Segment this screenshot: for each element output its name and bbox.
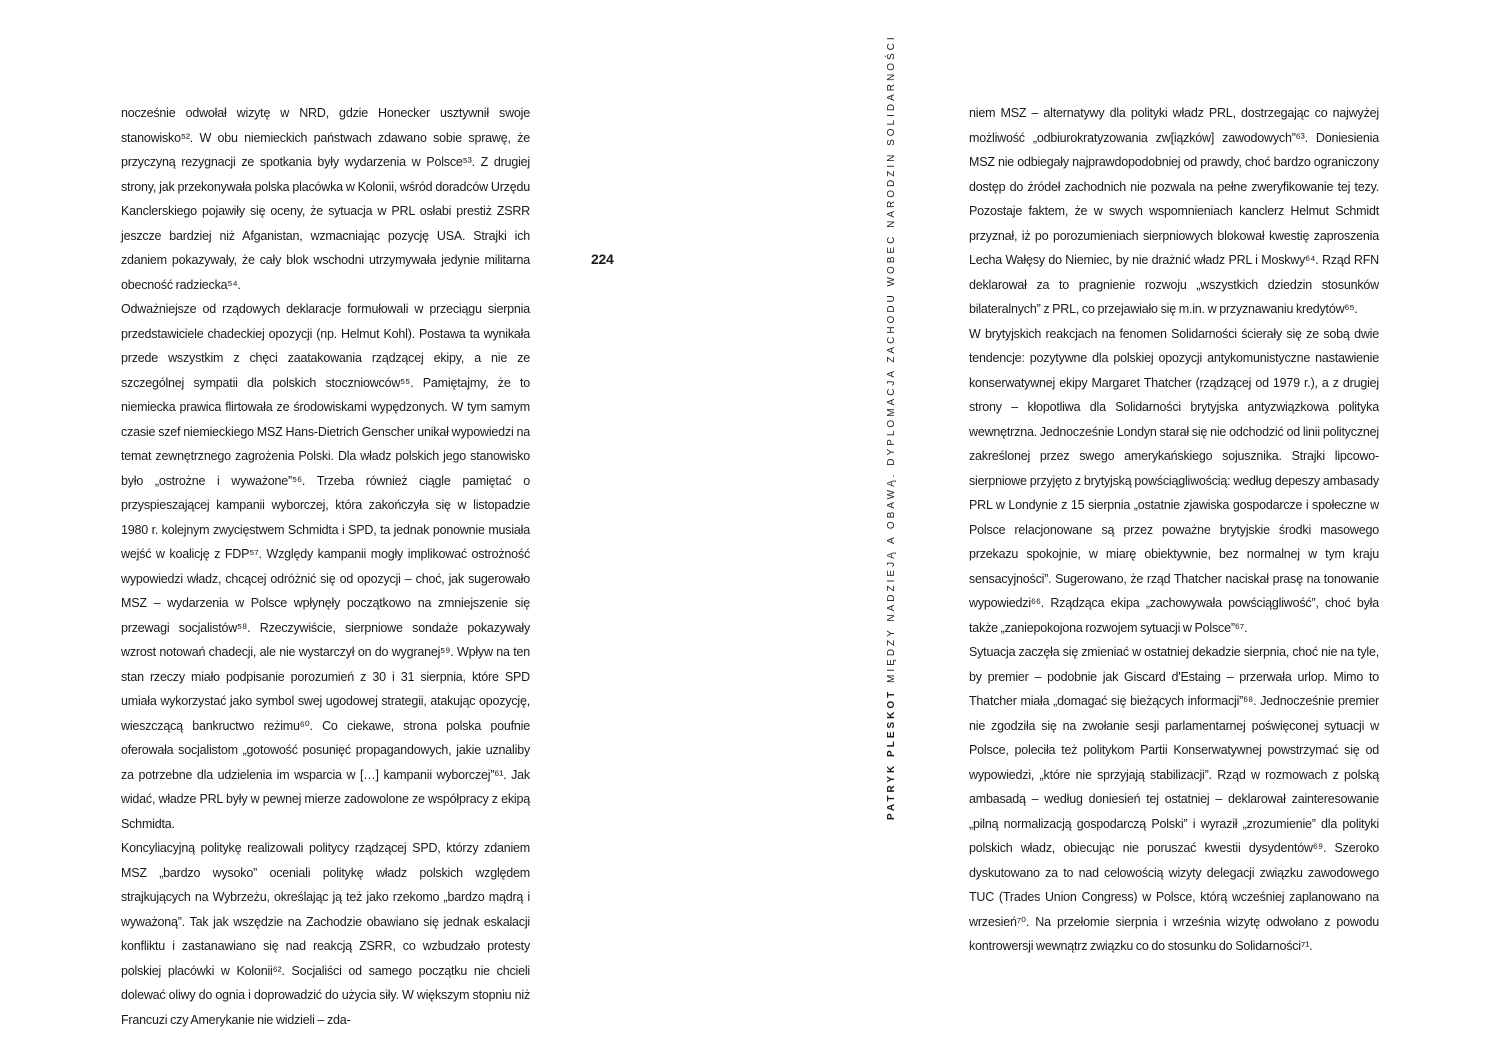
right-page-text-column bbox=[969, 101, 1379, 959]
right-paragraph-1: niem MSZ – alternatywy dla polityki władz PRL, dostrzegając co najwyżej możliwość „odbiurokratyzowania zw[iązków] zawodowych”⁶³. Doniesienia MSZ nie odbiegały najprawdopodobniej od prawdy, choć bardzo ograniczony dostęp do źródeł zachodnich nie pozwala na pełne zweryfikowanie tej tezy. Pozostaje faktem, że w swych wspomnieniach kanclerz Helmut Schmidt przyznał, iż po porozumieniach sierpniowych blokował kwestię zaproszenia Lecha Wałęsy do Niemiec, by nie drażnić władz PRL i Moskwy⁶⁴. Rząd RFN deklarował za to pragnienie rozwoju „wszystkich dziedzin stosunków bilateralnych” z PRL, co przejawiało się m.in. w przyznawaniu kredytów⁶⁵. bbox=[969, 106, 1379, 316]
left-paragraph-2: Odważniejsze od rządowych deklaracje formułowali w przeciągu sierpnia przedstawiciele chadeckiej opozycji (np. Helmut Kohl). Postawa ta wynikała przede wszystkim z chęci zaatakowania rządzącej ekipy, a nie ze szczególnej sympatii dla polskich stoczniowców⁵⁵. Pamiętajmy, że to niemiecka prawica flirtowała ze środowiskami wypędzonych. W tym samym czasie szef niemieckiego MSZ Hans-Dietrich Genscher unikał wypowiedzi na temat zewnętrznego zagrożenia Polski. Dla władz polskich jego stanowisko było „ostrożne i wyważone”⁵⁶. Trzeba również ciągle pamiętać o przyspieszającej kampanii wyborczej, która zakończyła się w listopadzie 1980 r. kolejnym zwycięstwem Schmidta i SPD, ta jednak ponownie musiała wejść w koalicję z FDP⁵⁷. Względy kampanii mogły implikować ostrożność wypowiedzi władz, chcącej odróżnić się od opozycji – choć, jak sugerowało MSZ – wydarzenia w Polsce wpłynęły początkowo na zmniejszenie się przewagi socjalistów⁵⁸. Rzeczywiście, sierpniowe sondaże pokazywały wzrost notowań chadecji, ale nie wystarczył on do wygranej⁵⁹. Wpływ na ten stan rzeczy miało podpisanie porozumień z 30 i 31 sierpnia, które SPD umiała wykorzystać jako symbol swej ugodowej strategii, atakując opozycję, wieszczącą bankructwo reżimu⁶⁰. Co ciekawe, strona polska poufnie oferowała socjalistom „gotowość posunięć propagandowych, jakie uznaliby za potrzebne dla udzielenia im wsparcia w […] kampanii wyborczej”⁶¹. Jak widać, władze PRL były w pewnej mierze zadowolone ze współpracy z ekipą Schmidta. bbox=[121, 302, 530, 831]
right-paragraph-2: W brytyjskich reakcjach na fenomen Solidarności ścierały się ze sobą dwie tendencje: pozytywne dla polskiej opozycji antykomunistyczne nastawienie konserwatywnej ekipy Margaret Thatcher (rządzącej od 1979 r.), a z drugiej strony – kłopotliwa dla Solidarności brytyjska antyzwiązkowa polityka wewnętrzna. Jednocześnie Londyn starał się nie odchodzić od linii politycznej zakreślonej przez swego amerykańskiego sojusznika. Strajki lipcowo-sierpniowe przyjęto z brytyjską powściągliwością: według depeszy ambasady PRL w Londynie z 15 sierpnia „ostatnie zjawiska gospodarcze i społeczne w Polsce relacjonowane są przez poważne brytyjskie środki masowego przekazu spokojnie, w miarę obiektywnie, bez normalnej w tym kraju sensacyjności”. Sugerowano, że rząd Thatcher naciskał prasę na tonowanie wypowiedzi⁶⁶. Rządząca ekipa „zachowywała powściągliwość”, choć była także „zaniepokojona rozwojem sytuacji w Polsce”⁶⁷. bbox=[969, 326, 1379, 635]
running-header-title: MIĘDZY NADZIEJĄ A OBAWĄ. DYPLOMACJA ZACHODU WOBEC NARODZIN SOLIDARNOŚCI bbox=[886, 34, 897, 689]
page-number: 224 bbox=[591, 251, 614, 267]
left-page-text-column bbox=[121, 101, 530, 1032]
running-header bbox=[883, 34, 901, 820]
left-paragraph-3: Koncyliacyjną politykę realizowali politycy rządzącej SPD, którzy zdaniem MSZ „bardzo wysoko” oceniali politykę władz polskich względem strajkujących na Wybrzeżu, określając ją też jako rzekomo „bardzo mądrą i wyważoną”. Tak jak wszędzie na Zachodzie obawiano się jednak eskalacji konfliktu i zastanawiano się nad reakcją ZSRR, co wzbudzało protesty polskiej placówki w Kolonii⁶². Socjaliści od samego początku nie chcieli dolewać oliwy do ognia i doprowadzić do użycia siły. W większym stopniu niż Francuzi czy Amerykanie nie widzieli – zda- bbox=[121, 841, 530, 1027]
right-paragraph-3: Sytuacja zaczęła się zmieniać w ostatniej dekadzie sierpnia, choć nie na tyle, by premier – podobnie jak Giscard d'Estaing – przerwała urlop. Mimo to Thatcher miała „domagać się bieżących informacji”⁶⁸. Jednocześnie premier nie zgodziła się na zwołanie sesji parlamentarnej poświęconej sytuacji w Polsce, poleciła też politykom Partii Konserwatywnej powstrzymać się od wypowiedzi, „które nie sprzyjają stabilizacji”. Rząd w rozmowach z polską ambasadą – według doniesień tej ostatniej – deklarował zainteresowanie „pilną normalizacją gospodarczą Polski” i wyraził „zrozumienie” dla polityki polskich władz, obiecując nie poruszać kwestii dysydentów⁶⁹. Szeroko dyskutowano za to nad celowością wizyty delegacji związku zawodowego TUC (Trades Union Congress) w Polsce, którą wcześniej zaplanowano na wrzesień⁷⁰. Na przełomie sierpnia i września wizytę odwołano z powodu kontrowersji wewnątrz związku co do stosunku do Solidarności⁷¹. bbox=[969, 645, 1379, 953]
left-paragraph-1: nocześnie odwołał wizytę w NRD, gdzie Honecker usztywnił swoje stanowisko⁵². W obu niemieckich państwach zdawano sobie sprawę, że przyczyną rezygnacji ze spotkania były wydarzenia w Polsce⁵³. Z drugiej strony, jak przekonywała polska placówka w Kolonii, wśród doradców Urzędu Kanclerskiego pojawiły się oceny, że sytuacja w PRL osłabi prestiż ZSRR jeszcze bardziej niż Afganistan, wzmacniając pozycję USA. Strajki ich zdaniem pokazywały, że cały blok wschodni utrzymywała jedynie militarna obecność radziecka⁵⁴. bbox=[121, 106, 530, 292]
running-header-author: PATRYK PLESKOT bbox=[886, 688, 897, 820]
